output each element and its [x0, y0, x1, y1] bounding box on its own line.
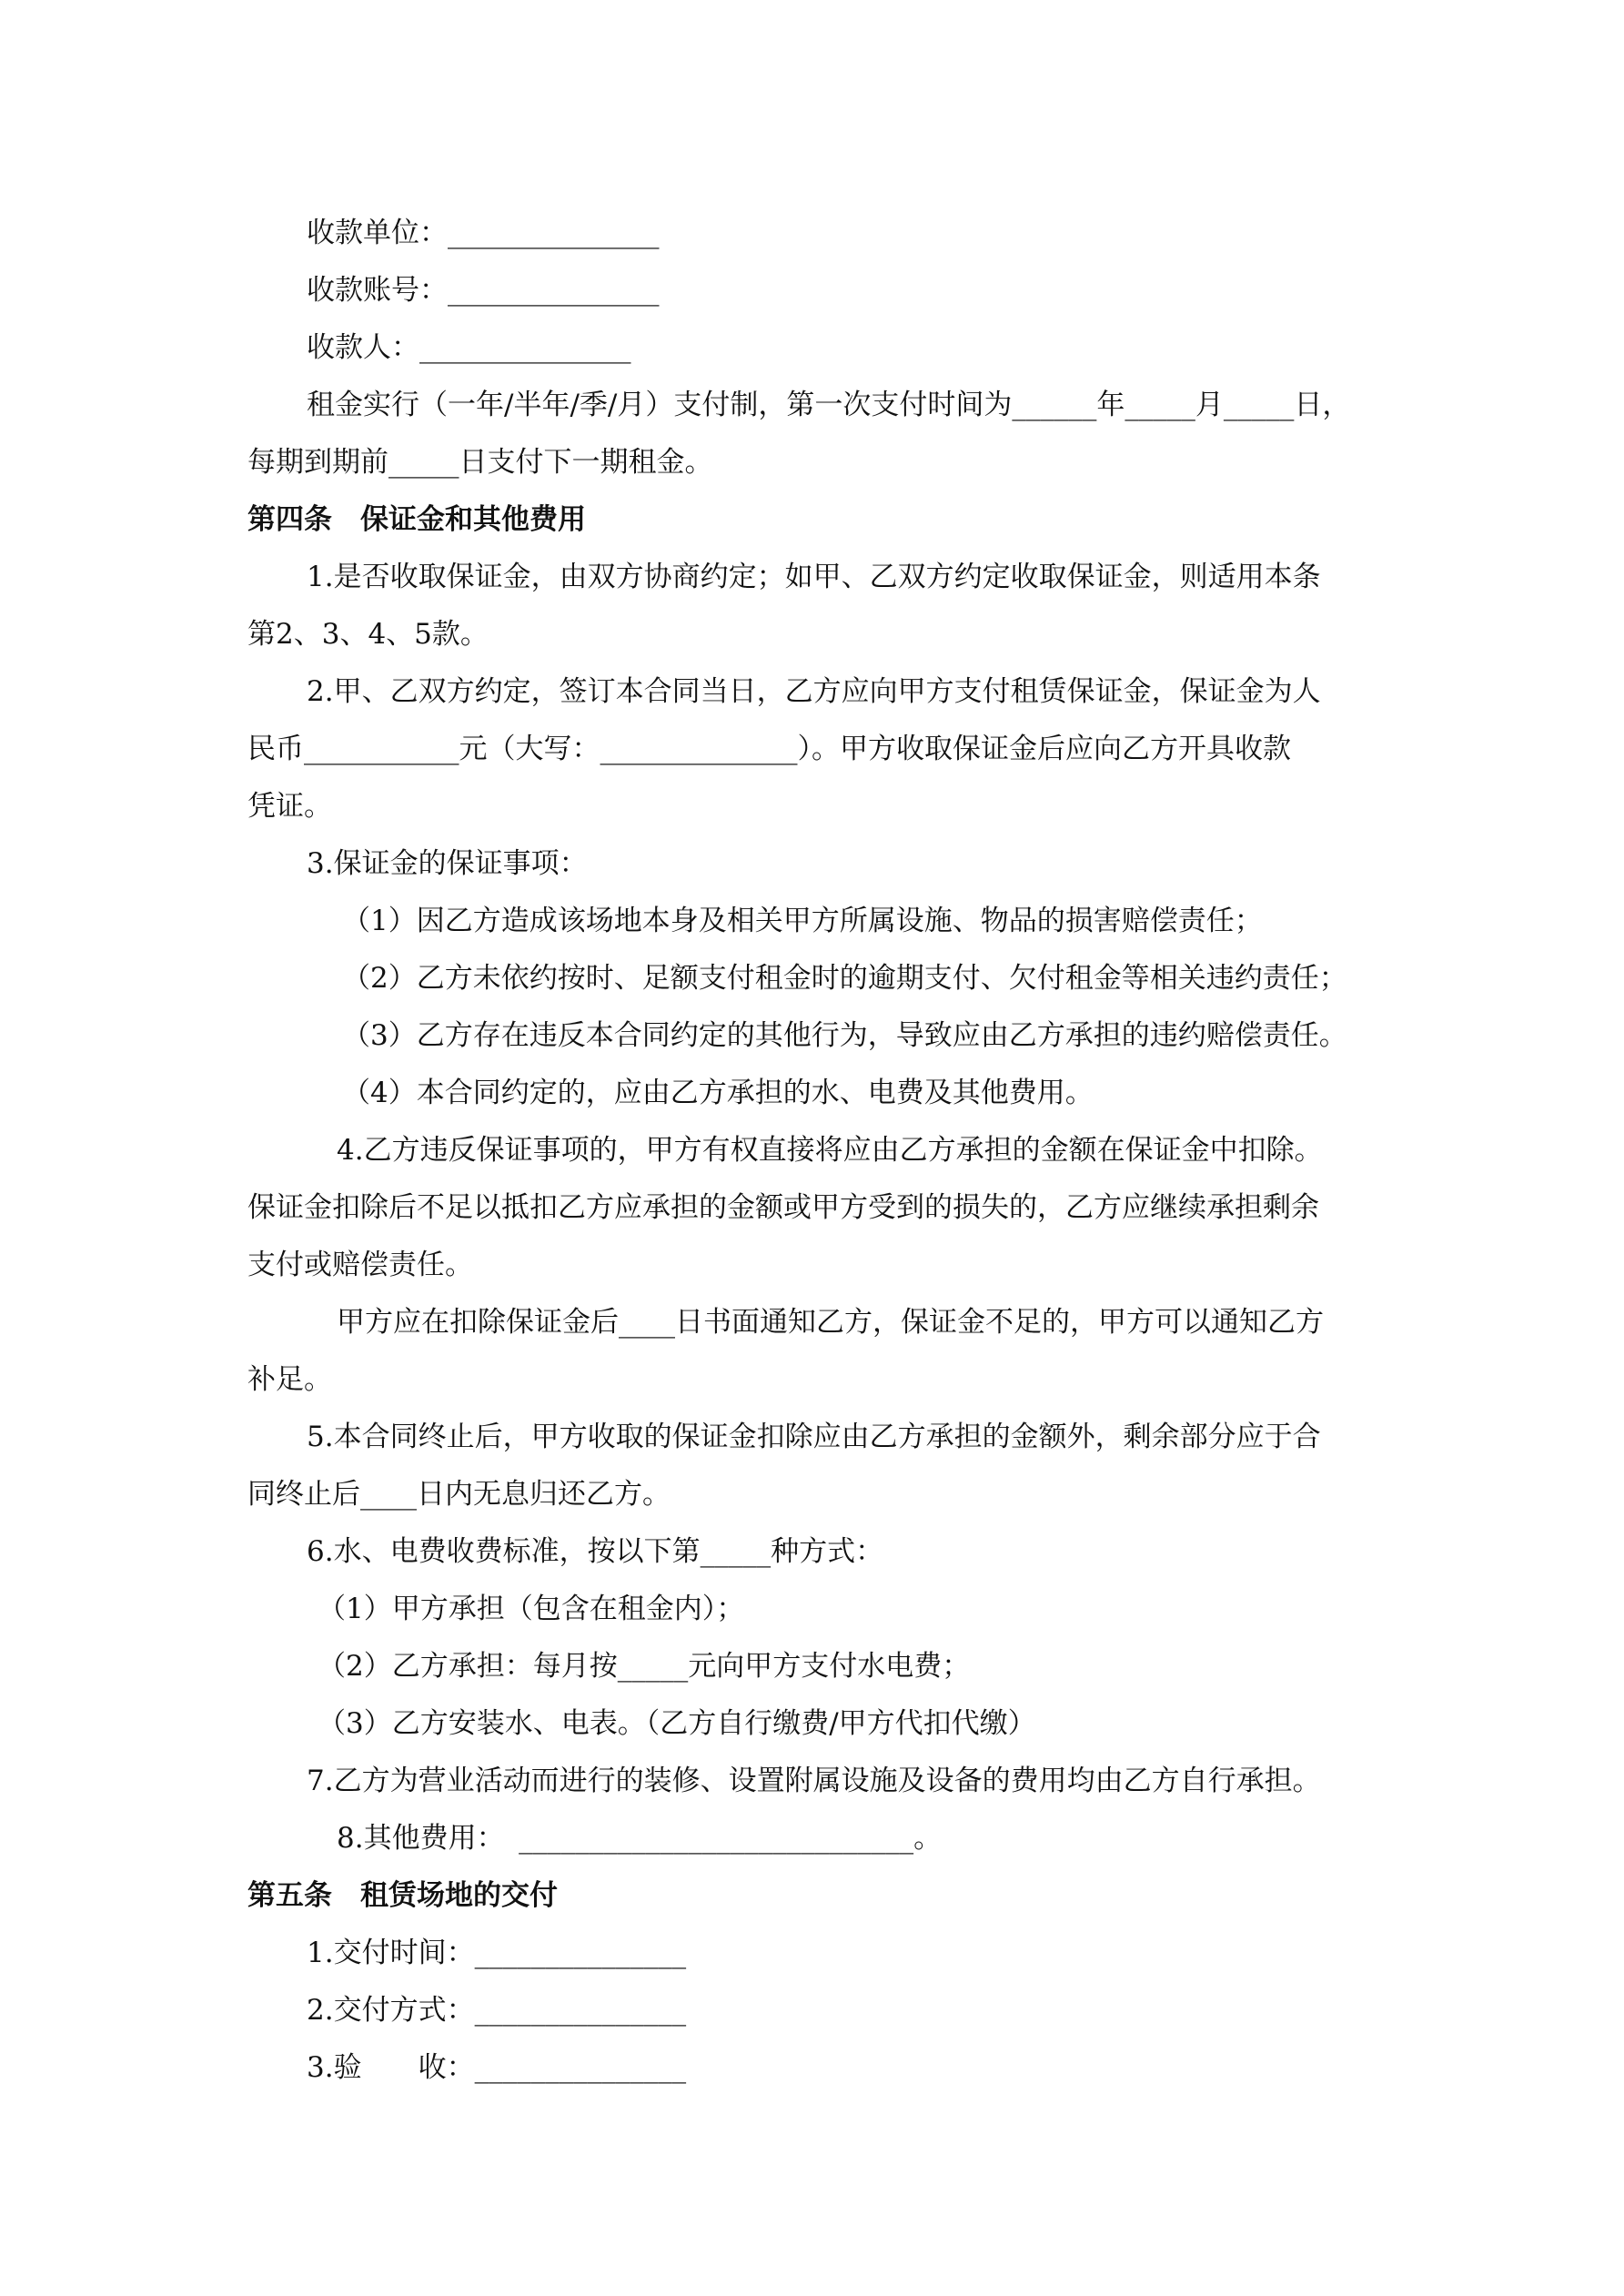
text-line: 3.保证金的保证事项：: [307, 847, 588, 880]
text-line: （2）乙方承担：每月按_____元向甲方支付水电费；: [318, 1650, 971, 1683]
text-line: 第2、3、4、5款。: [247, 618, 489, 651]
text-line: 每期到期前_____日支付下一期租金。: [247, 446, 713, 479]
text-line: 8.其他费用： ____________________________。: [337, 1822, 943, 1855]
text-line: （3）乙方安装水、电表。（乙方自行缴费/甲方代扣代缴）: [318, 1707, 1036, 1740]
text-line: 1.交付时间：_______________: [307, 1937, 687, 1969]
text-line: （1）因乙方造成该场地本身及相关甲方所属设施、物品的损害赔偿责任；: [342, 905, 1263, 937]
text-line: （2）乙方未依约按时、足额支付租金时的逾期支付、欠付租金等相关违约责任；: [342, 962, 1347, 995]
text-line: 2.交付方式：_______________: [307, 1994, 687, 2027]
text-line: （1）甲方承担（包含在租金内）；: [318, 1593, 745, 1625]
text-line: 收款账号：_______________: [307, 274, 660, 307]
text-line: 租金实行（一年/半年/季/月）支付制，第一次支付时间为______年_____月_____日，: [307, 389, 1351, 421]
text-line: 支付或赔偿责任。: [247, 1249, 473, 1281]
document-page: [247, 205, 1394, 2097]
text-line: 收款单位：_______________: [307, 217, 660, 249]
text-line: 4.乙方违反保证事项的，甲方有权直接将应由乙方承担的金额在保证金中扣除。: [337, 1134, 1323, 1167]
text-line: 收款人：_______________: [307, 331, 631, 364]
text-line: 补足。: [247, 1363, 332, 1396]
text-line: 1.是否收取保证金，由双方协商约定；如甲、乙双方约定收取保证金，则适用本条: [307, 561, 1321, 593]
section-heading: 第五条 租赁场地的交付: [247, 1879, 558, 1912]
text-line: 保证金扣除后不足以抵扣乙方应承担的金额或甲方受到的损失的，乙方应继续承担剩余: [247, 1191, 1319, 1224]
text-line: 6.水、电费收费标准，按以下第_____种方式：: [307, 1535, 884, 1568]
section-heading: 第四条 保证金和其他费用: [247, 503, 586, 536]
text-line: 同终止后____日内无息归还乙方。: [247, 1478, 671, 1511]
text-line: 凭证。: [247, 790, 332, 823]
text-line: 5.本合同终止后，甲方收取的保证金扣除应由乙方承担的金额外，剩余部分应于合: [307, 1421, 1321, 1453]
text-line: 7.乙方为营业活动而进行的装修、设置附属设施及设备的费用均由乙方自行承担。: [307, 1765, 1321, 1797]
text-line: 2.甲、乙双方约定，签订本合同当日，乙方应向甲方支付租赁保证金，保证金为人: [307, 675, 1321, 708]
text-line: （3）乙方存在违反本合同约定的其他行为，导致应由乙方承担的违约赔偿责任。: [342, 1019, 1347, 1052]
text-line: 民币___________元（大写：______________）。甲方收取保证金后应向乙方开具收款: [247, 733, 1291, 765]
text-line: 甲方应在扣除保证金后____日书面通知乙方，保证金不足的，甲方可以通知乙方: [337, 1306, 1324, 1339]
text-line: 3.验 收：_______________: [307, 2051, 687, 2084]
text-line: （4）本合同约定的，应由乙方承担的水、电费及其他费用。: [342, 1077, 1094, 1109]
